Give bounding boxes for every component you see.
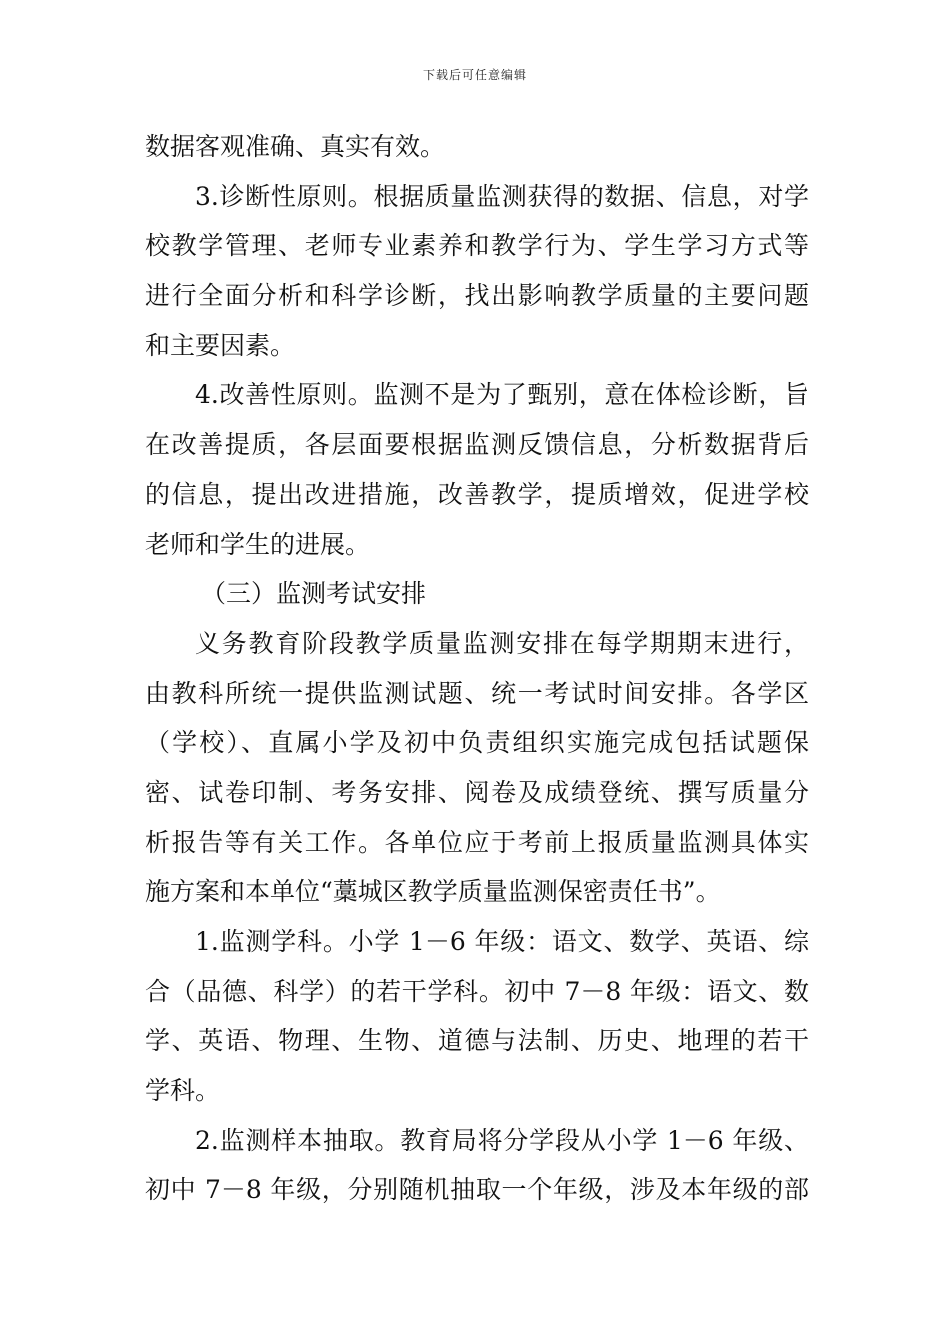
text-line: 在改善提质，各层面要根据监测反馈信息，分析数据背后 xyxy=(145,430,809,460)
text-line: 初中 7－8 年级，分别随机抽取一个年级，涉及本年级的部 xyxy=(145,1175,809,1205)
text-line: 4.改善性原则。监测不是为了甄别，意在体检诊断，旨 xyxy=(195,380,809,410)
text-line: 施方案和本单位“藁城区教学质量监测保密责任书”。 xyxy=(145,877,721,907)
text-line: 密、试卷印制、考务安排、阅卷及成绩登统、撰写质量分 xyxy=(145,777,809,807)
text-line: 合（品德、科学）的若干学科。初中 7－8 年级：语文、数 xyxy=(145,976,809,1006)
text-line: （学校）、直属小学及初中负责组织实施完成包括试题保 xyxy=(145,728,809,758)
text-line: 由教科所统一提供监测试题、统一考试时间安排。各学区 xyxy=(145,678,809,708)
document-body xyxy=(145,122,809,1215)
text-line: 析报告等有关工作。各单位应于考前上报质量监测具体实 xyxy=(145,827,809,857)
text-line: 老师和学生的进展。 xyxy=(145,529,371,559)
text-line: 校教学管理、老师专业素养和教学行为、学生学习方式等 xyxy=(145,231,809,261)
text-line: 的信息，提出改进措施，改善教学，提质增效，促进学校 xyxy=(145,479,809,509)
text-line: 2.监测样本抽取。教育局将分学段从小学 1－6 年级、 xyxy=(195,1125,809,1155)
page-header: 下载后可任意编辑 xyxy=(422,68,527,82)
text-line: 数据客观准确、真实有效。 xyxy=(145,132,446,161)
text-line: 1.监测学科。小学 1－6 年级：语文、数学、英语、综 xyxy=(195,927,809,956)
text-line: 和主要因素。 xyxy=(145,330,296,360)
section-heading: （三）监测考试安排 xyxy=(201,579,427,609)
text-line: 学、英语、物理、生物、道德与法制、历史、地理的若干 xyxy=(145,1026,809,1056)
text-line: 3.诊断性原则。根据质量监测获得的数据、信息，对学 xyxy=(195,181,809,211)
text-line: 义务教育阶段教学质量监测安排在每学期期末进行， xyxy=(195,628,809,658)
text-line: 进行全面分析和科学诊断，找出影响教学质量的主要问题 xyxy=(145,281,809,311)
text-line: 学科。 xyxy=(145,1076,221,1106)
